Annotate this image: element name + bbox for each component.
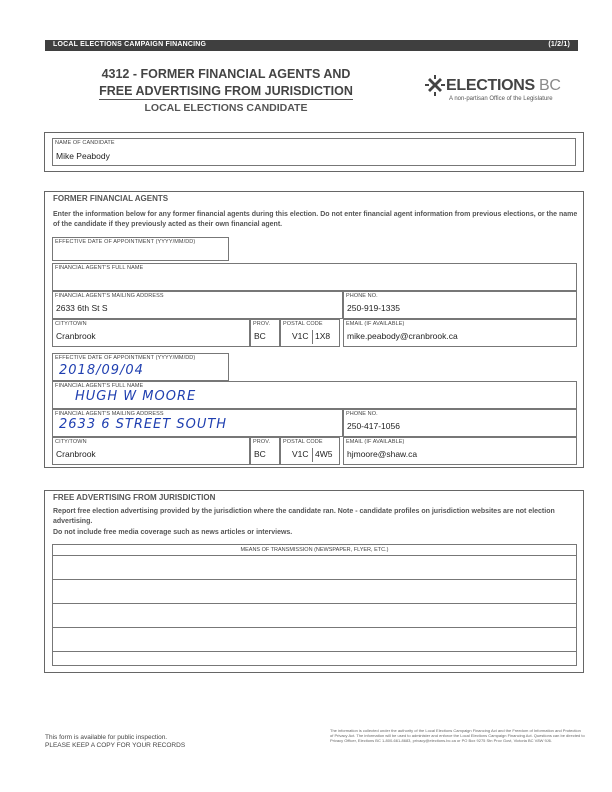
form-revision-code: (1/2/1) (548, 41, 570, 48)
agent2-address-field[interactable] (52, 409, 343, 437)
former-agents-title: FORMER FINANCIAL AGENTS (53, 194, 169, 203)
candidate-name-value: Mike Peabody (56, 151, 110, 161)
agent2-email-value: hjmoore@shaw.ca (347, 449, 418, 459)
agent2-city-label: CITY/TOWN (55, 439, 87, 445)
agent2-address-value: 2633 6 STREET SOUTH (59, 417, 228, 432)
former-agents-section (44, 191, 584, 468)
agent2-email-field[interactable] (343, 437, 577, 465)
agent1-name-field[interactable] (52, 263, 577, 291)
transmission-row[interactable] (53, 580, 576, 601)
agent1-address-value: 2633 6th St S (56, 303, 108, 313)
postal-divider (312, 330, 313, 344)
agent2-prov-field[interactable] (250, 437, 280, 465)
elections-bc-logo (424, 74, 584, 106)
agent2-postal-field[interactable] (280, 437, 340, 465)
agent2-date-field[interactable] (52, 353, 229, 381)
agent2-email-label: EMAIL (IF AVAILABLE) (346, 439, 405, 445)
agent2-city-field[interactable] (52, 437, 250, 465)
agent1-phone-value: 250-919-1335 (347, 303, 400, 313)
agent1-prov-value: BC (254, 331, 266, 341)
agent1-prov-label: PROV. (253, 321, 271, 327)
agent1-city-value: Cranbrook (56, 331, 96, 341)
agent1-postal-part2: 1X8 (315, 331, 331, 341)
agent1-address-label: FINANCIAL AGENT'S MAILING ADDRESS (55, 293, 164, 299)
free-advertising-section (44, 490, 584, 673)
transmission-table (52, 544, 577, 666)
agent2-city-value: Cranbrook (56, 449, 96, 459)
form-header-bar (45, 40, 578, 51)
agent2-postal-part2: 4W5 (315, 449, 333, 459)
free-advertising-exclusion-note: Do not include free media coverage such as news articles or interviews. (53, 529, 293, 536)
logo-wordmark: ELECTIONS (446, 77, 535, 94)
agent2-prov-label: PROV. (253, 439, 271, 445)
form-title-line1: 4312 - FORMER FINANCIAL AGENTS AND (101, 67, 351, 81)
free-advertising-title: FREE ADVERTISING FROM JURISDICTION (53, 493, 216, 502)
agent1-phone-field[interactable] (343, 291, 577, 319)
public-inspection-note: This form is available for public inspection. (45, 734, 168, 741)
agent1-name-label: FINANCIAL AGENT'S FULL NAME (55, 265, 144, 271)
agent1-postal-part1: V1C (292, 331, 309, 341)
transmission-row[interactable] (53, 604, 576, 625)
agent2-name-value: HUGH W MOORE (75, 389, 197, 404)
transmission-column-header: MEANS OF TRANSMISSION (NEWSPAPER, FLYER, ETC.) (240, 547, 389, 553)
free-advertising-instructions: Report free election advertising provided by the jurisdiction where the candidate ran. Note - candidate profiles on jurisdiction websites are not election advertising. (53, 508, 555, 525)
privacy-statement: The information is collected under the authority of the Local Elections Campaign Financing Act and the Freedom of Information and Protection of Privacy Act. The information will be used to administer and enforce the Local Elections Campaign Financing Act. Questions can be directed to Privacy Officer, Elections BC 1-800-661-8683, privacy@elections.bc.ca or PO Box 9275 Stn Prov Govt, Victoria BC V8W 9J6. (330, 728, 585, 743)
former-agents-instructions: Enter the information below for any former financial agents during this election. Do not enter financial agent information from previous elections, or the name of the candidate if they previously acted as their own financial agent. (53, 211, 578, 228)
agent1-phone-label: PHONE NO. (346, 293, 378, 299)
agent2-phone-label: PHONE NO. (346, 411, 378, 417)
logo-tagline: A non-partisan Office of the Legislature (449, 96, 553, 102)
agent2-date-value: 2018/09/04 (59, 363, 144, 378)
agent2-phone-value: 250-417-1056 (347, 421, 400, 431)
footer-notice (45, 734, 185, 750)
agent2-address-label: FINANCIAL AGENT'S MAILING ADDRESS (55, 411, 164, 417)
transmission-row[interactable] (53, 628, 576, 649)
form-series-label: LOCAL ELECTIONS CAMPAIGN FINANCING (53, 41, 207, 48)
agent2-postal-label: POSTAL CODE (283, 439, 323, 445)
agent1-email-value: mike.peabody@cranbrook.ca (347, 331, 458, 341)
agent1-city-field[interactable] (52, 319, 250, 347)
agent2-name-label: FINANCIAL AGENT'S FULL NAME (55, 383, 144, 389)
transmission-row[interactable] (53, 652, 576, 664)
form-title-line2: FREE ADVERTISING FROM JURISDICTION (99, 84, 353, 98)
postal-divider (312, 448, 313, 462)
agent1-prov-field[interactable] (250, 319, 280, 347)
agent1-postal-label: POSTAL CODE (283, 321, 323, 327)
logo-mark-icon (424, 74, 446, 98)
agent1-postal-field[interactable] (280, 319, 340, 347)
agent1-address-field[interactable] (52, 291, 343, 319)
keep-copy-note: PLEASE KEEP A COPY FOR YOUR RECORDS (45, 742, 186, 749)
candidate-section (44, 132, 584, 172)
agent1-email-field[interactable] (343, 319, 577, 347)
agent2-postal-part1: V1C (292, 449, 309, 459)
logo-bc: BC (539, 77, 561, 94)
agent1-date-field[interactable] (52, 237, 229, 261)
agent1-city-label: CITY/TOWN (55, 321, 87, 327)
agent1-date-label: EFFECTIVE DATE OF APPOINTMENT (YYYY/MM/DD) (55, 239, 196, 245)
candidate-name-label: NAME OF CANDIDATE (55, 140, 115, 146)
candidate-name-field[interactable] (52, 138, 576, 166)
agent2-name-field[interactable] (52, 381, 577, 409)
agent2-date-label: EFFECTIVE DATE OF APPOINTMENT (YYYY/MM/DD) (55, 355, 196, 361)
agent2-phone-field[interactable] (343, 409, 577, 437)
agent1-email-label: EMAIL (IF AVAILABLE) (346, 321, 405, 327)
transmission-row[interactable] (53, 556, 576, 577)
form-subtitle: LOCAL ELECTIONS CANDIDATE (144, 102, 308, 114)
agent2-prov-value: BC (254, 449, 266, 459)
